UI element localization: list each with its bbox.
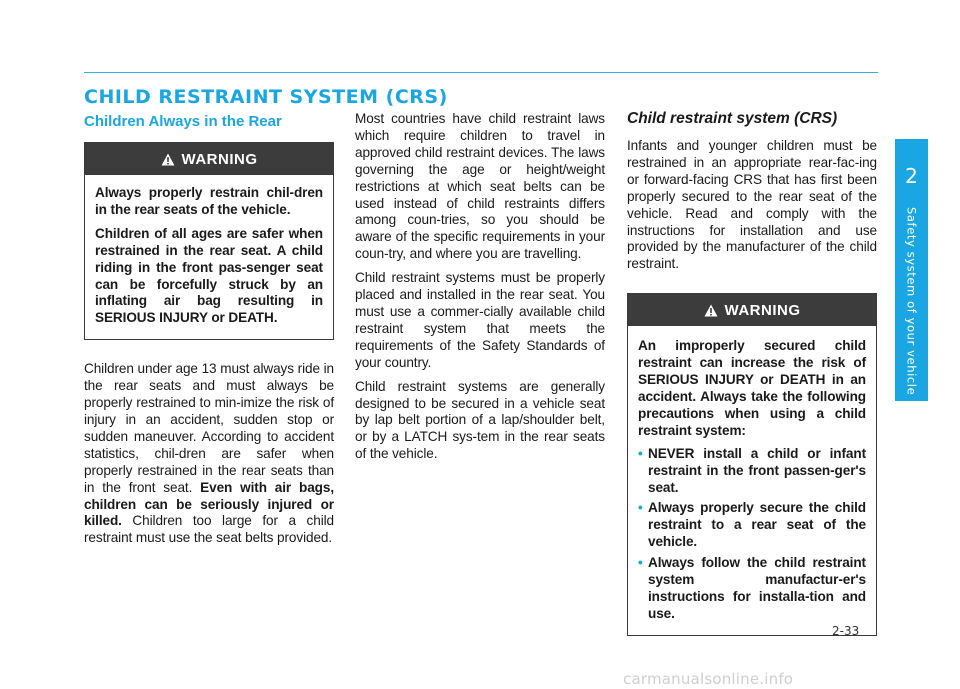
watermark: carmanualsonline.info	[623, 670, 794, 688]
warning-bullet	[638, 555, 866, 623]
warning-paragraph: Always properly restrain chil-dren in the rear seats of the vehicle.	[95, 185, 323, 217]
column-1	[84, 110, 334, 547]
warning-header	[85, 143, 333, 175]
warning-label: WARNING	[181, 150, 258, 168]
warning-triangle-icon	[704, 304, 718, 317]
column-3	[627, 109, 877, 636]
chapter-title-wrap	[895, 207, 928, 397]
warning-body	[85, 175, 333, 339]
top-divider	[84, 72, 878, 73]
warning-bullet	[638, 446, 866, 497]
warning-intro: An improperly secured child restraint can increase the risk of SERIOUS INJURY or DEATH in an accident. Always take the following precautions when using a child restraint system:	[638, 338, 866, 438]
bullet-dot-icon: •	[638, 500, 643, 516]
body-paragraph: Child restraint systems must be properly placed and installed in the rear seat. You must use a commer-cially available child restraint system that meets the requirements of the Safety Standards of your country.	[355, 270, 605, 370]
warning-bullet-list	[638, 446, 866, 623]
section-title: CHILD RESTRAINT SYSTEM (CRS)	[84, 86, 448, 108]
body-text: Children too large for a child restraint must use the seat belts provided.	[84, 513, 334, 546]
column-2	[355, 111, 605, 463]
page-number: 2-33	[832, 624, 860, 638]
warning-bullet	[638, 500, 866, 551]
body-paragraph: Most countries have child restraint laws which require children to travel in approved child restraint devices. The laws governing the age or height/weight restrictions at which seat belts can be used instead of child restraints differs among coun-tries, so you should be aware of the specific requirements in your coun-try, and where you are travelling.	[355, 111, 605, 262]
warning-header	[628, 294, 876, 326]
warning-paragraph: Children of all ages are safer when restrained in the rear seat. A child riding in the front pas-senger seat can be forcefully struck by an inflating air bag resulting in SERIOUS INJURY or DEATH.	[95, 225, 323, 326]
body-paragraph: Child restraint systems are generally designed to be secured in a vehicle seat by lap belt portion of a lap/shoulder belt, or by a LATCH sys-tem in the rear seats of the vehicle.	[355, 378, 605, 462]
bullet-text: Always follow the child restraint system manufactur-er's instructions for installa-tion and use.	[648, 555, 866, 621]
warning-triangle-icon	[161, 153, 175, 166]
bullet-dot-icon: •	[638, 445, 643, 461]
bullet-text: Always properly secure the child restraint to a rear seat of the vehicle.	[648, 500, 866, 550]
warning-body	[628, 326, 876, 635]
bullet-text: NEVER install a child or infant restraint in the front passen-ger's seat.	[648, 445, 866, 495]
warning-box-rear-seat	[84, 142, 334, 340]
body-paragraph-crs: Infants and younger children must be restrained in an appropriate rear-fac-ing or forward-facing CRS that has first been properly secured to the rear seat of the vehicle. Read and comply with the instructions for installation and use provided by the manufacturer of the child restraint.	[627, 138, 877, 272]
body-paragraph-children-rear	[84, 361, 334, 547]
heading-crs: Child restraint system (CRS)	[627, 110, 838, 127]
warning-box-crs	[627, 293, 877, 636]
bullet-dot-icon: •	[638, 555, 643, 571]
chapter-side-tab	[895, 139, 928, 401]
chapter-number: 2	[905, 164, 918, 188]
warning-label: WARNING	[724, 301, 801, 319]
chapter-title: Safety system of your vehicle	[904, 207, 919, 396]
body-text: Children under age 13 must always ride in the rear seats and must always be properly restrained to min-imize the risk of injury in an accident, sudden stop or sudden maneuver. According to accident statistics, chil-dren are safer when properly restrained in the rear seats than in the front seat.	[84, 361, 334, 495]
heading-children-rear: Children Always in the Rear	[84, 113, 282, 130]
body-emphasis: Even with air bags, children can be seriously injured or killed.	[84, 479, 335, 529]
